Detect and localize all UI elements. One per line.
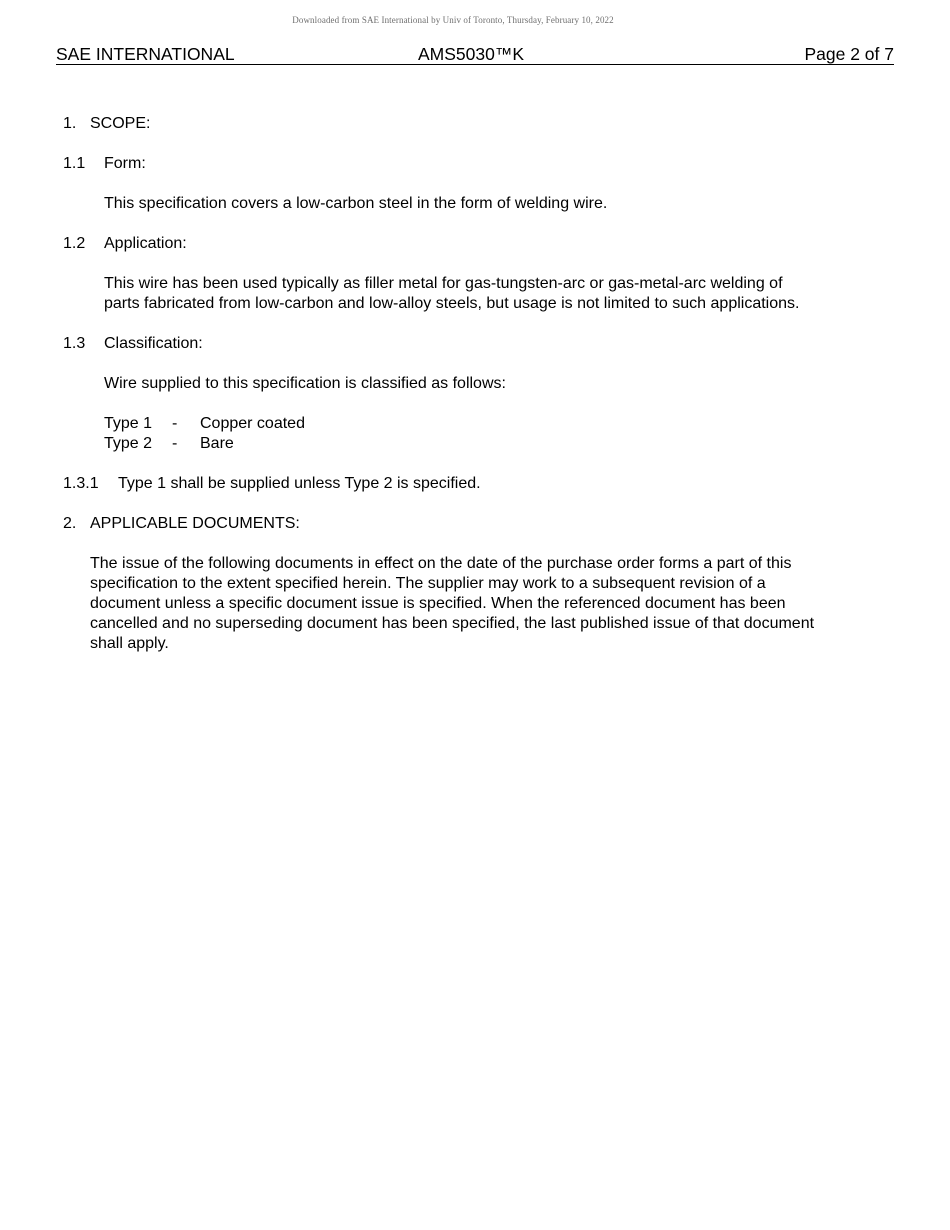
section-number: 2. [63, 515, 77, 532]
section-number: 1.2 [63, 235, 86, 252]
body-line: parts fabricated from low-carbon and low-alloy steels, but usage is not limited to such applications. [104, 295, 800, 312]
header-org: SAE INTERNATIONAL [56, 44, 235, 64]
type-description: Copper coated [200, 415, 305, 432]
body-line: cancelled and no superseding document has been specified, the last published issue of that document [90, 615, 815, 632]
section-title: SCOPE: [90, 115, 151, 132]
section-number: 1.1 [63, 155, 86, 172]
section-title: Form: [104, 155, 146, 172]
section-number: 1.3.1 [63, 475, 99, 492]
type-label: Type 1 [104, 415, 153, 432]
type-dash: - [172, 415, 178, 432]
section-2-body [90, 554, 814, 654]
type-row [104, 434, 404, 454]
section-1-2-body [104, 274, 799, 314]
section-text: Type 1 shall be supplied unless Type 2 is specified. [118, 475, 481, 492]
header-page-number: Page 2 of 7 [804, 44, 894, 64]
body-line: This wire has been used typically as filler metal for gas-tungsten-arc or gas-metal-arc welding of [104, 275, 783, 292]
body-line: document unless a specific document issue is specified. When the referenced document has been [90, 595, 786, 612]
section-number: 1.3 [63, 335, 86, 352]
type-dash: - [172, 435, 178, 452]
type-label: Type 2 [104, 435, 153, 452]
section-1-3-body: Wire supplied to this specification is classified as follows: [104, 375, 506, 392]
header-doc-id: AMS5030™K [418, 44, 525, 64]
body-line: The issue of the following documents in effect on the date of the purchase order forms a part of this [90, 555, 792, 572]
type-description: Bare [200, 435, 234, 452]
body-line: specification to the extent specified herein. The supplier may work to a subsequent revision of a [90, 575, 766, 592]
page-header [56, 44, 894, 65]
body-line: shall apply. [90, 635, 169, 652]
section-title: Classification: [104, 335, 203, 352]
download-watermark: Downloaded from SAE International by Univ of Toronto, Thursday, February 10, 2022 [292, 15, 614, 25]
section-number: 1. [63, 115, 77, 132]
section-title: Application: [104, 235, 187, 252]
section-title: APPLICABLE DOCUMENTS: [90, 515, 300, 532]
type-row [104, 414, 404, 434]
section-1-1-body: This specification covers a low-carbon steel in the form of welding wire. [104, 195, 608, 212]
